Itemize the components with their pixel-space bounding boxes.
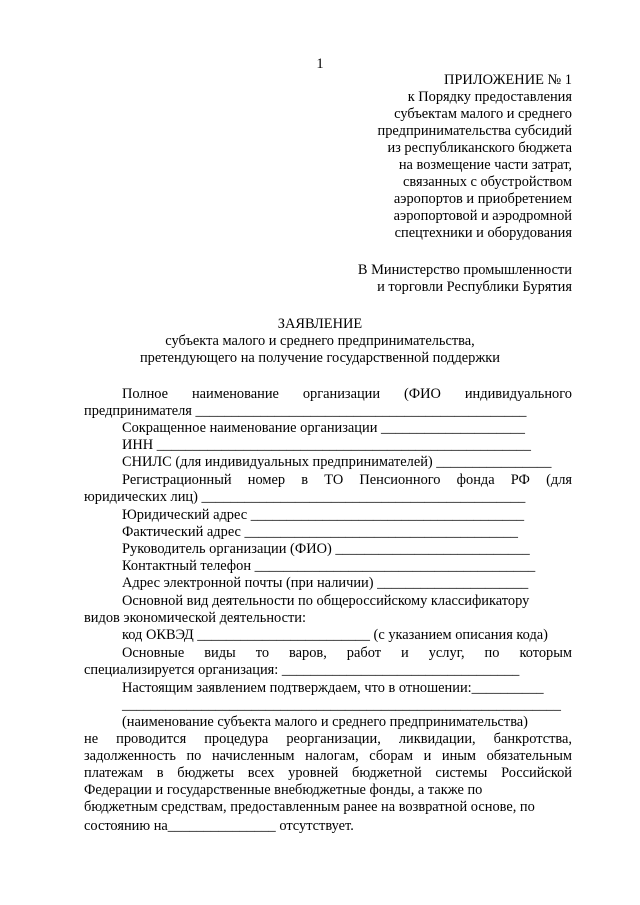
document-subtitle: субъекта малого и среднего предпринимательства, [165,333,475,349]
main-kinds-field[interactable]: специализируется организация: _________________________________ [84,662,520,678]
document-subtitle: претендующего на получение государственной поддержки [139,350,501,366]
snils-field[interactable]: СНИЛС (для индивидуальных предпринимателей) ________________ [122,454,552,470]
okved-intro-cont: видов экономической деятельности: [84,610,306,626]
appendix-line: к Порядку предоставления [407,89,572,105]
appendix-line: связанных с обустройством [402,174,572,190]
subject-name-hint: (наименование субъекта малого и среднего предпринимательства) [122,714,528,730]
appendix-line: аэропортов и приобретением [393,191,572,207]
legal-address-field[interactable]: Юридический адрес ______________________________________ [122,507,525,523]
appendix-line: ПРИЛОЖЕНИЕ № 1 [444,72,572,88]
pfr-label: Регистрационный номер в ТО Пенсионного фонда РФ (для [122,472,572,488]
statement-line: платежам в бюджеты всех уровней бюджетной системы Российской [84,765,572,781]
page-number: 1 [316,56,324,72]
main-kinds-label: Основные виды то варов, работ и услуг, по которым [122,645,572,661]
phone-field[interactable]: Контактный телефон _______________________________________ [122,558,536,574]
statement-line: не проводится процедура реорганизации, ликвидации, банкротства, [84,731,572,747]
appendix-line: предпринимательства субсидий [377,123,572,139]
pfr-field[interactable]: юридических лиц) _____________________________________________ [84,489,526,505]
short-name-field[interactable]: Сокращенное наименование организации ____________________ [122,420,525,436]
addressee-line: и торговли Республики Бурятия [377,279,572,295]
full-name-field[interactable]: предпринимателя ______________________________________________ [84,403,527,419]
appendix-line: на возмещение части затрат, [398,157,572,173]
full-name-label: Полное наименование организации (ФИО индивидуального [122,386,572,402]
document-title: ЗАЯВЛЕНИЕ [277,316,363,332]
statement-line: бюджетным средствам, предоставленным ранее на возвратной основе, по [84,799,535,815]
okved-intro: Основной вид деятельности по общероссийскому классификатору [122,593,530,609]
confirm-field[interactable]: Настоящим заявлением подтверждаем, что в отношении:__________ [122,680,544,696]
statement-line: задолженность по начисленным налогам, сборам и иным обязательным [84,748,572,764]
appendix-line: спецтехники и оборудования [394,225,572,241]
appendix-line: субъектам малого и среднего [394,106,572,122]
statement-date-field[interactable]: состоянию на_______________ отсутствует. [84,818,354,834]
appendix-line: из республиканского бюджета [387,140,572,156]
head-name-field[interactable]: Руководитель организации (ФИО) ___________________________ [122,541,530,557]
addressee-line: В Министерство промышленности [357,262,572,278]
subject-name-field[interactable]: _____________________________________________________________ [122,697,561,713]
email-field[interactable]: Адрес электронной почты (при наличии) _____________________ [122,575,529,591]
actual-address-field[interactable]: Фактический адрес ______________________________________ [122,524,518,540]
statement-line: Федерации и государственные внебюджетные фонды, а также по [84,782,483,798]
okved-code-field[interactable]: код ОКВЭД ________________________ (с указанием описания кода) [122,627,548,643]
appendix-line: аэропортовой и аэродромной [393,208,572,224]
inn-field[interactable]: ИНН ____________________________________________________ [122,437,531,453]
